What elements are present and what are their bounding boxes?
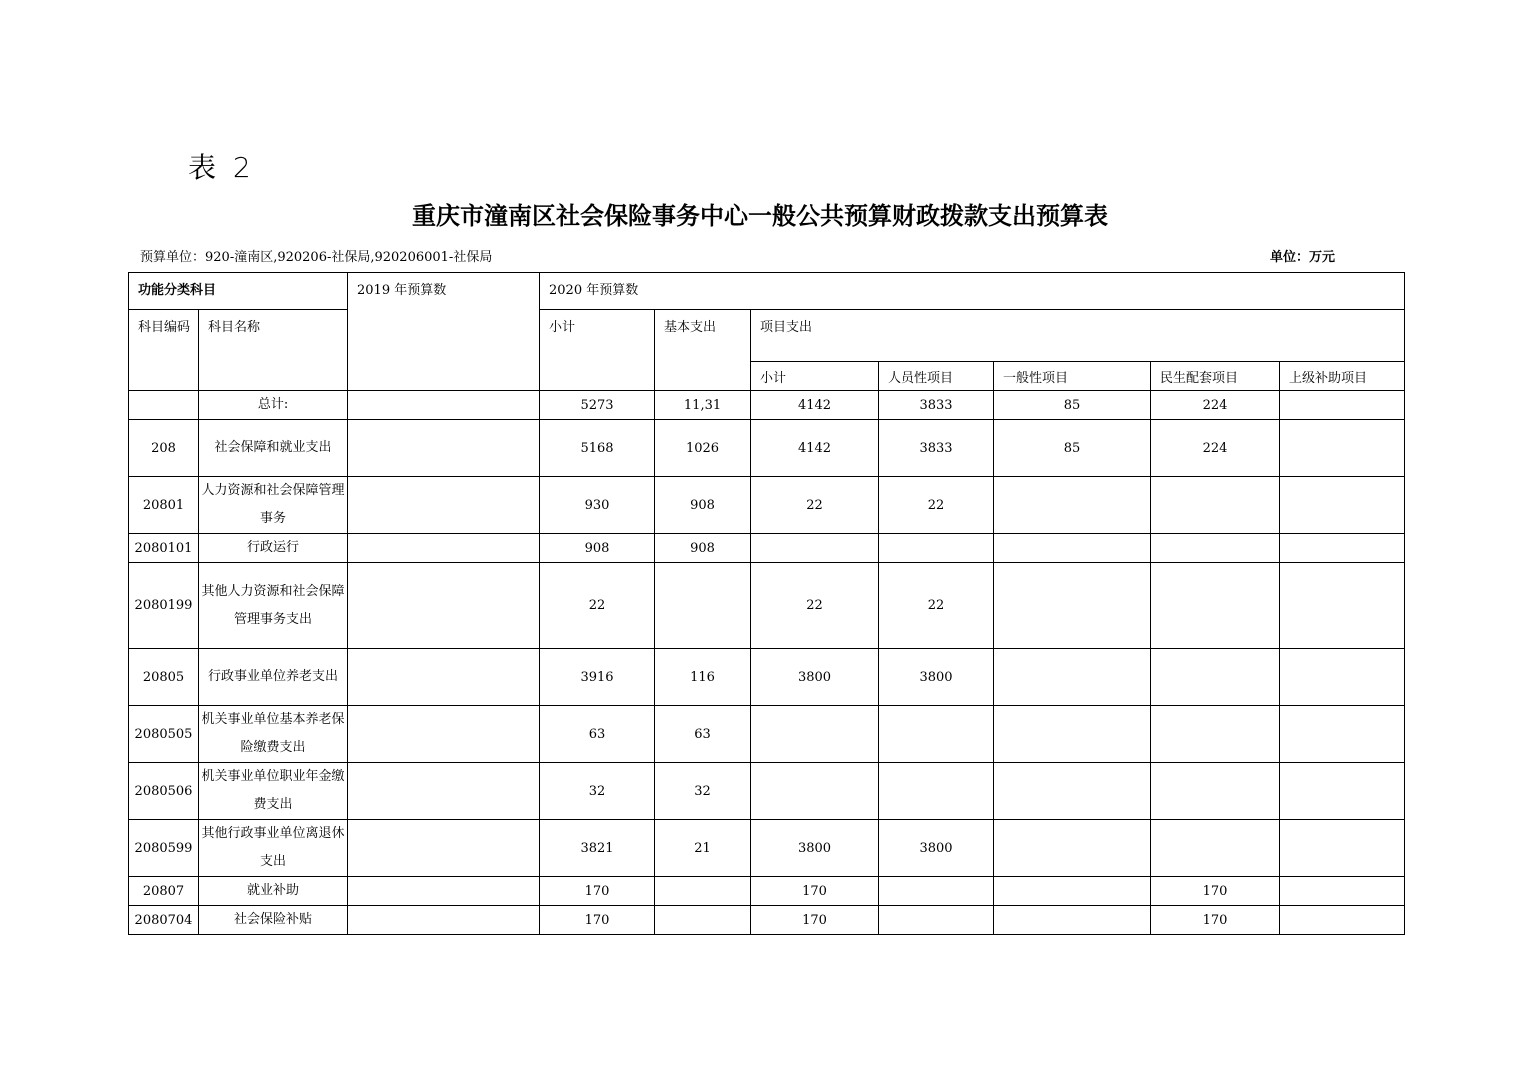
row-code: 2080505 xyxy=(129,706,199,763)
row-project-subtotal: 22 xyxy=(751,477,879,534)
row-project-subtotal xyxy=(751,534,879,563)
row-subtotal: 170 xyxy=(540,877,655,906)
row-project-subtotal: 4142 xyxy=(751,391,879,420)
row-budget-2019 xyxy=(348,391,540,420)
row-budget-2019 xyxy=(348,534,540,563)
row-code: 2080704 xyxy=(129,906,199,935)
header-budget-2019: 2019 年预算数 xyxy=(348,273,540,391)
row-livelihood xyxy=(1151,820,1280,877)
row-personnel: 3833 xyxy=(879,420,994,477)
row-superior xyxy=(1280,477,1405,534)
row-project-subtotal: 3800 xyxy=(751,649,879,706)
row-general xyxy=(994,763,1151,820)
row-livelihood: 170 xyxy=(1151,906,1280,935)
header-superior: 上级补助项目 xyxy=(1280,362,1405,391)
row-personnel xyxy=(879,877,994,906)
row-general xyxy=(994,877,1151,906)
row-name: 机关事业单位职业年金缴费支出 xyxy=(199,763,348,820)
row-name: 总计: xyxy=(199,391,348,420)
table-row xyxy=(129,906,1405,935)
row-budget-2019 xyxy=(348,477,540,534)
row-basic: 116 xyxy=(655,649,751,706)
row-name: 其他人力资源和社会保障管理事务支出 xyxy=(199,563,348,649)
row-subtotal: 3821 xyxy=(540,820,655,877)
row-general xyxy=(994,820,1151,877)
row-superior xyxy=(1280,420,1405,477)
table-row xyxy=(129,877,1405,906)
row-basic xyxy=(655,563,751,649)
row-superior xyxy=(1280,563,1405,649)
header-func-category: 功能分类科目 xyxy=(129,273,348,310)
row-basic: 908 xyxy=(655,477,751,534)
row-personnel: 3800 xyxy=(879,649,994,706)
header-name: 科目名称 xyxy=(199,310,348,391)
row-superior xyxy=(1280,820,1405,877)
row-superior xyxy=(1280,534,1405,563)
row-name: 行政运行 xyxy=(199,534,348,563)
row-basic xyxy=(655,877,751,906)
row-superior xyxy=(1280,763,1405,820)
row-basic xyxy=(655,906,751,935)
row-project-subtotal: 170 xyxy=(751,877,879,906)
row-livelihood: 224 xyxy=(1151,420,1280,477)
row-livelihood xyxy=(1151,706,1280,763)
row-superior xyxy=(1280,877,1405,906)
row-code: 20807 xyxy=(129,877,199,906)
row-personnel: 3833 xyxy=(879,391,994,420)
row-subtotal: 930 xyxy=(540,477,655,534)
row-code: 20801 xyxy=(129,477,199,534)
row-general xyxy=(994,534,1151,563)
row-livelihood xyxy=(1151,763,1280,820)
row-basic: 1026 xyxy=(655,420,751,477)
row-superior xyxy=(1280,649,1405,706)
row-subtotal: 5168 xyxy=(540,420,655,477)
row-superior xyxy=(1280,906,1405,935)
budget-unit-label: 预算单位：920-潼南区,920206-社保局,920206001-社保局 xyxy=(140,250,493,265)
header-personnel: 人员性项目 xyxy=(879,362,994,391)
row-budget-2019 xyxy=(348,877,540,906)
row-code: 2080199 xyxy=(129,563,199,649)
row-code: 2080506 xyxy=(129,763,199,820)
row-subtotal: 170 xyxy=(540,906,655,935)
header-project-subtotal: 小计 xyxy=(751,362,879,391)
header-livelihood: 民生配套项目 xyxy=(1151,362,1280,391)
budget-table xyxy=(128,272,1405,935)
table-row xyxy=(129,391,1405,420)
row-personnel: 3800 xyxy=(879,820,994,877)
row-personnel xyxy=(879,706,994,763)
row-project-subtotal xyxy=(751,706,879,763)
header-subtotal: 小计 xyxy=(540,310,655,391)
row-personnel: 22 xyxy=(879,563,994,649)
row-subtotal: 22 xyxy=(540,563,655,649)
row-basic: 908 xyxy=(655,534,751,563)
row-livelihood xyxy=(1151,534,1280,563)
row-livelihood xyxy=(1151,477,1280,534)
table-row xyxy=(129,534,1405,563)
row-name: 机关事业单位基本养老保险缴费支出 xyxy=(199,706,348,763)
header-code: 科目编码 xyxy=(129,310,199,391)
row-subtotal: 908 xyxy=(540,534,655,563)
row-budget-2019 xyxy=(348,420,540,477)
document-title: 重庆市潼南区社会保险事务中心一般公共预算财政拨款支出预算表 xyxy=(412,201,1108,230)
row-budget-2019 xyxy=(348,706,540,763)
row-code: 2080599 xyxy=(129,820,199,877)
row-name: 社会保障和就业支出 xyxy=(199,420,348,477)
row-project-subtotal: 22 xyxy=(751,563,879,649)
row-code: 208 xyxy=(129,420,199,477)
row-personnel xyxy=(879,763,994,820)
row-personnel xyxy=(879,906,994,935)
row-general xyxy=(994,563,1151,649)
row-basic: 63 xyxy=(655,706,751,763)
row-subtotal: 3916 xyxy=(540,649,655,706)
table-row xyxy=(129,563,1405,649)
table-row xyxy=(129,420,1405,477)
table-row xyxy=(129,649,1405,706)
row-project-subtotal xyxy=(751,763,879,820)
row-personnel: 22 xyxy=(879,477,994,534)
header-budget-2020: 2020 年预算数 xyxy=(540,273,1405,310)
table-row xyxy=(129,763,1405,820)
row-project-subtotal: 4142 xyxy=(751,420,879,477)
row-general xyxy=(994,906,1151,935)
row-code: 2080101 xyxy=(129,534,199,563)
row-subtotal: 63 xyxy=(540,706,655,763)
table-row xyxy=(129,820,1405,877)
table-row xyxy=(129,706,1405,763)
row-budget-2019 xyxy=(348,563,540,649)
table-row xyxy=(129,477,1405,534)
row-budget-2019 xyxy=(348,763,540,820)
row-name: 人力资源和社会保障管理事务 xyxy=(199,477,348,534)
row-general xyxy=(994,477,1151,534)
row-subtotal: 32 xyxy=(540,763,655,820)
row-superior xyxy=(1280,706,1405,763)
row-subtotal: 5273 xyxy=(540,391,655,420)
header-basic: 基本支出 xyxy=(655,310,751,391)
currency-unit-label: 单位：万元 xyxy=(1270,250,1336,265)
row-basic: 32 xyxy=(655,763,751,820)
row-name: 就业补助 xyxy=(199,877,348,906)
row-code xyxy=(129,391,199,420)
row-basic: 11,31 xyxy=(655,391,751,420)
row-livelihood xyxy=(1151,563,1280,649)
row-name: 其他行政事业单位离退休支出 xyxy=(199,820,348,877)
row-basic: 21 xyxy=(655,820,751,877)
row-livelihood: 224 xyxy=(1151,391,1280,420)
row-budget-2019 xyxy=(348,820,540,877)
row-budget-2019 xyxy=(348,906,540,935)
row-general: 85 xyxy=(994,391,1151,420)
row-general xyxy=(994,649,1151,706)
header-project: 项目支出 xyxy=(751,310,1405,362)
row-general: 85 xyxy=(994,420,1151,477)
row-personnel xyxy=(879,534,994,563)
row-superior xyxy=(1280,391,1405,420)
row-livelihood: 170 xyxy=(1151,877,1280,906)
row-code: 20805 xyxy=(129,649,199,706)
row-budget-2019 xyxy=(348,649,540,706)
header-general: 一般性项目 xyxy=(994,362,1151,391)
row-name: 社会保险补贴 xyxy=(199,906,348,935)
row-livelihood xyxy=(1151,649,1280,706)
row-name: 行政事业单位养老支出 xyxy=(199,649,348,706)
row-project-subtotal: 170 xyxy=(751,906,879,935)
table-number: 表 2 xyxy=(188,151,255,184)
row-general xyxy=(994,706,1151,763)
row-project-subtotal: 3800 xyxy=(751,820,879,877)
